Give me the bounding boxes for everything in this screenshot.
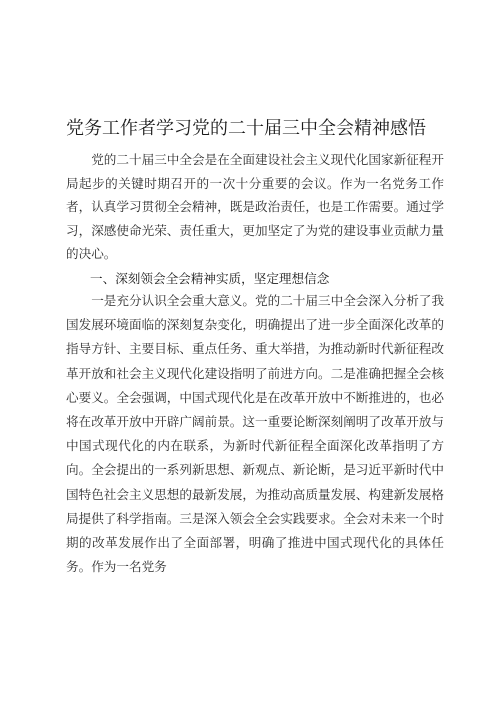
intro-paragraph: 党的二十届三中全会是在全面建设社会主义现代化国家新征程开局起步的关键时期召开的一次十分重要的会议。作为一名党务工作者，认真学习贯彻全会精神，既是政治责任，也是工作需要。通过学习，深感使命光荣、责任重大，更加坚定了为党的建设事业贡献力量的决心。	[66, 152, 444, 262]
section-body-paragraph: 一是充分认识全会重大意义。党的二十届三中全会深入分析了我国发展环境面临的深刻复杂变化，明确提出了进一步全面深化改革的指导方针、主要目标、重点任务、重大举措，为推动新时代新征程改革开放和社会主义现代化建设指明了前进方向。二是准确把握全会核心要义。全会强调，中国式现代化是在改革开放中不断推进的，也必将在改革开放中开辟广阔前景。这一重要论断深刻阐明了改革开放与中国式现代化的内在联系，为新时代新征程全面深化改革指明了方向。全会提出的一系列新思想、新观点、新论断，是习近平新时代中国特色社会主义思想的最新发展，为推动高质量发展、构建新发展格局提供了科学指南。三是深入领会全会实践要求。全会对未来一个时期的改革发展作出了全面部署，明确了推进中国式现代化的具体任务。作为一名党务	[66, 293, 444, 575]
section-heading: 一、深刻领会全会精神实质，坚定理想信念	[90, 271, 330, 286]
document-title: 党务工作者学习党的二十届三中全会精神感悟	[66, 118, 426, 139]
